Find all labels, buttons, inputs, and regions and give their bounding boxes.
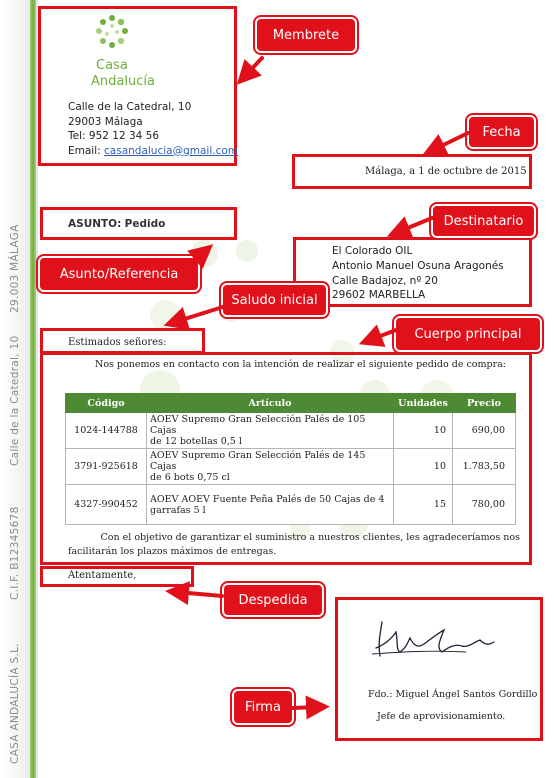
farewell-text: Atentamente, <box>68 570 137 581</box>
callout-membrete: Membrete <box>255 17 357 53</box>
callout-despedida: Despedida <box>222 583 324 617</box>
cell-units: 15 <box>394 485 453 525</box>
article-line: de 12 botellas 0,5 l <box>150 436 242 447</box>
article-line: de 6 bots 0,75 cl <box>150 472 230 483</box>
article-line: garrafas 5 l <box>150 504 206 516</box>
callout-asunto: Asunto/Referencia <box>38 256 200 292</box>
callout-destinatario: Destinatario <box>431 204 536 238</box>
arrow-fecha <box>433 133 468 150</box>
subject-label: ASUNTO: <box>68 218 122 230</box>
closing-line-1: Con el objetivo de garantizar el suministro a nuestros clientes, les agradeceríamos nos <box>100 532 520 543</box>
vertical-cif: C.I.F. B12345678 <box>9 506 21 600</box>
vertical-address: Calle de la Catedral, 10 <box>9 335 21 466</box>
arrow-firma <box>292 707 318 708</box>
callout-firma: Firma <box>232 689 294 725</box>
col-header-code: Código <box>66 394 147 413</box>
vertical-company-name: CASA ANDALUCÍA S.L. <box>9 643 21 764</box>
phone: Tel: 952 12 34 56 <box>68 130 160 142</box>
body-intro: Nos ponemos en contacto con la intención de realizar el siguiente pedido de compra: <box>95 359 506 370</box>
signature-role: Jefe de aprovisionamiento. <box>377 711 506 722</box>
email-label: Email: <box>68 144 101 157</box>
arrow-saludo <box>175 306 226 322</box>
callout-cuerpo: Cuerpo principal <box>394 316 542 352</box>
arrow-membrete <box>245 58 262 76</box>
date-text: Málaga, a 1 de octubre de 2015 <box>365 166 527 177</box>
greeting-text: Estimados señores: <box>68 337 167 348</box>
cell-code: 1024-144788 <box>66 413 147 449</box>
recipient-street: Calle Badajoz, nº 20 <box>332 274 438 287</box>
recipient-company: El Colorado OIL <box>332 245 413 257</box>
arrow-destinatario <box>398 218 432 232</box>
recipient-person: Antonio Manuel Osuna Aragonés <box>332 259 504 272</box>
signature-name: Fdo.: Miguel Ángel Santos Gordillo <box>368 689 538 700</box>
article-line: AOEV Supremo Gran Selección Palés de 145 Cajas <box>150 450 366 472</box>
callout-fecha: Fecha <box>467 115 536 149</box>
logo-text-andalucia: Andalucía <box>91 74 155 89</box>
article-line: AOEV Supremo Gran Selección Palés de 105 Cajas <box>150 414 366 436</box>
col-header-article: Artículo <box>147 394 394 413</box>
cell-price: 1.783,50 <box>453 449 516 485</box>
arrow-asunto <box>190 252 204 264</box>
article-line: AOEV AOEV Fuente Peña Palés de 50 Cajas de 4 <box>150 493 385 505</box>
address-street: Calle de la Catedral, 10 <box>68 101 192 113</box>
arrow-despedida <box>177 592 222 596</box>
vertical-postcode: 29.003 MÁLAGA <box>9 224 21 313</box>
email-link[interactable]: casandalucia@gmail.com <box>104 144 239 157</box>
subject-value: Pedido <box>124 218 166 230</box>
arrow-cuerpo <box>370 330 396 340</box>
col-header-units: Unidades <box>394 394 453 413</box>
callout-saludo: Saludo inicial <box>221 283 328 317</box>
logo-text-casa: Casa <box>96 58 128 73</box>
cell-code: 4327-990452 <box>66 485 147 525</box>
address-city: 29003 Málaga <box>68 115 143 128</box>
cell-price: 690,00 <box>453 413 516 449</box>
cell-code: 3791-925618 <box>66 449 147 485</box>
cell-price: 780,00 <box>453 485 516 525</box>
col-header-price: Precio <box>453 394 516 413</box>
cell-units: 10 <box>394 413 453 449</box>
cell-units: 10 <box>394 449 453 485</box>
closing-line-2: facilitarán los plazos máximos de entregas. <box>68 546 277 557</box>
recipient-city: 29602 MARBELLA <box>332 289 426 302</box>
